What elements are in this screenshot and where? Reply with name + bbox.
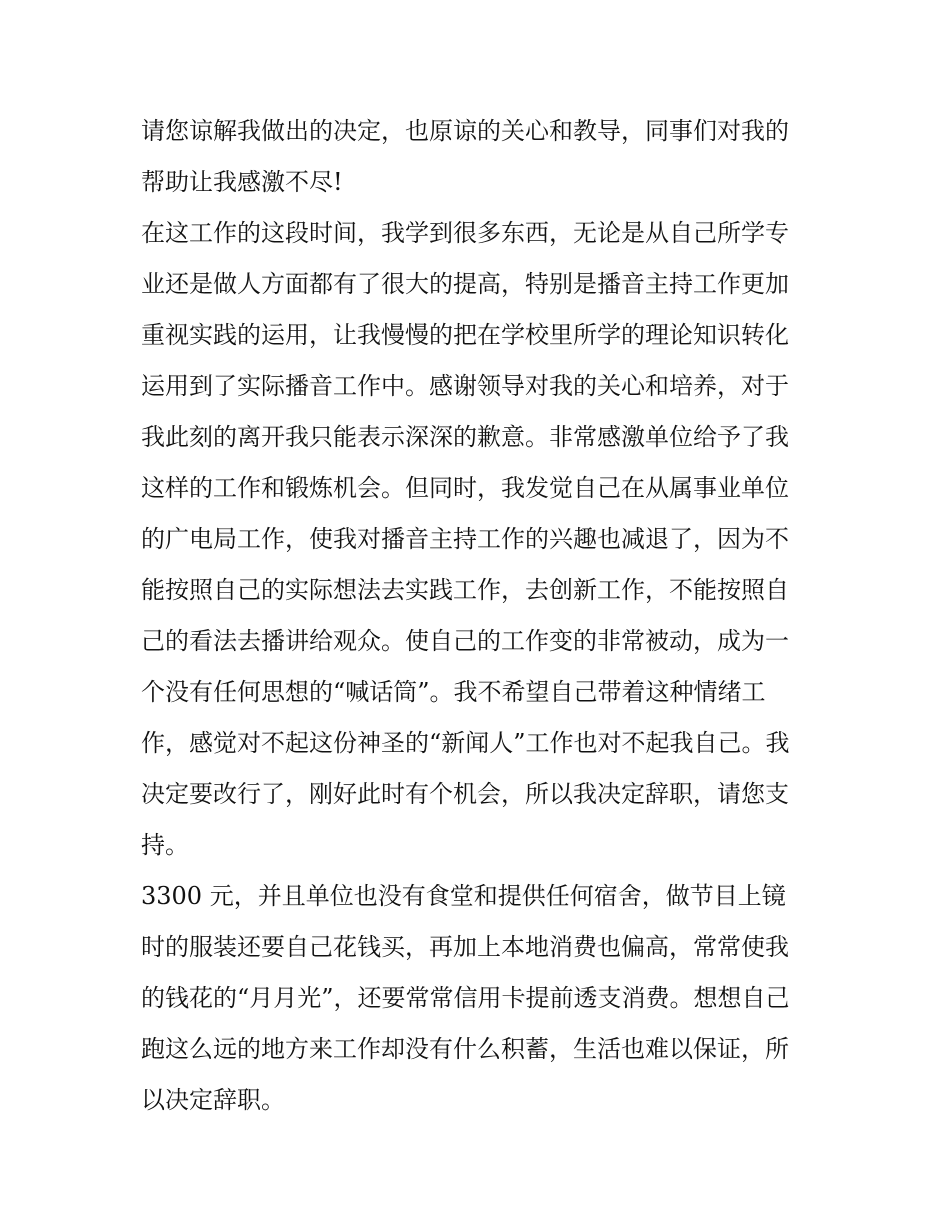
text-line: 请您谅解我做出的决定，也原谅的关心和教导，同事们对我的 — [141, 117, 789, 145]
text-line: 作，感觉对不起这份神圣的“新闻人”工作也对不起我自己。我 — [141, 729, 790, 757]
text-line: 3300 元，并且单位也没有食堂和提供任何宿舍，做节目上镜 — [141, 882, 786, 910]
text-line: 业还是做人方面都有了很大的提高，特别是播音主持工作更加 — [141, 270, 789, 298]
text-line: 帮助让我感激不尽! — [141, 168, 343, 196]
text-line: 运用到了实际播音工作中。感谢领导对我的关心和培养，对于 — [141, 372, 789, 400]
text-line: 持。 — [141, 831, 189, 859]
text-line: 的广电局工作，使我对播音主持工作的兴趣也减退了，因为不 — [141, 525, 789, 553]
text-line: 时的服装还要自己花钱买，再加上本地消费也偏高，常常使我 — [141, 933, 789, 961]
text-line: 决定要改行了，刚好此时有个机会，所以我决定辞职，请您支 — [141, 780, 789, 808]
text-line: 跑这么远的地方来工作却没有什么积蓄，生活也难以保证，所 — [141, 1035, 789, 1063]
text-line: 己的看法去播讲给观众。使自己的工作变的非常被动，成为一 — [141, 627, 789, 655]
text-line: 以决定辞职。 — [141, 1086, 285, 1114]
text-line: 在这工作的这段时间，我学到很多东西，无论是从自己所学专 — [141, 219, 789, 247]
text-line: 我此刻的离开我只能表示深深的歉意。非常感激单位给予了我 — [141, 423, 789, 451]
text-line: 个没有任何思想的“喊话筒”。我不希望自己带着这种情绪工 — [141, 678, 766, 706]
document-body — [141, 106, 821, 1126]
text-line: 的钱花的“月月光”，还要常常信用卡提前透支消费。想想自己 — [141, 984, 790, 1012]
text-line: 这样的工作和锻炼机会。但同时，我发觉自己在从属事业单位 — [141, 474, 789, 502]
text-line: 重视实践的运用，让我慢慢的把在学校里所学的理论知识转化 — [141, 321, 789, 349]
text-line: 能按照自己的实际想法去实践工作，去创新工作，不能按照自 — [141, 576, 789, 604]
